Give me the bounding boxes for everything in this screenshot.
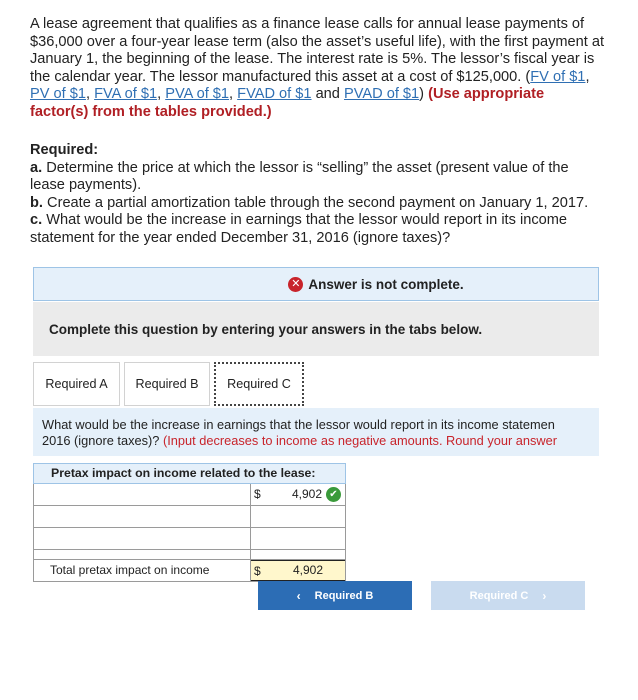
grid-spacer bbox=[33, 550, 346, 560]
tables-instruction: (Use appropriate factor(s) from the tables provided.) bbox=[30, 86, 545, 120]
table-row bbox=[33, 506, 346, 528]
chevron-right-icon: › bbox=[542, 588, 547, 603]
link-fv[interactable]: FV of $1 bbox=[530, 68, 586, 85]
problem-statement: A lease agreement that qualifies as a finance lease calls for annual lease payments of $36,000 over a four-year lease term (also the asset’s useful life), with the first payment at January 1, the beginning of the lease. The interest rate is 5%. The lessor’s fiscal year is the calendar year. The lessor manufactured this asset at a cost of $125,000. (FV of $1, PV of $1, FVA of $1, PVA of $1, FVAD of $1 and PVAD of $1) (Use appropriate factor(s) from the tables provided.) bbox=[30, 16, 605, 120]
required-b: b. Create a partial amortization table through the second payment on January 1, 2017. bbox=[30, 194, 589, 211]
next-required-c-button[interactable]: Required C › bbox=[431, 581, 585, 610]
row-label-input[interactable] bbox=[34, 506, 251, 527]
required-section bbox=[30, 142, 605, 248]
total-value: 4,902 bbox=[265, 560, 345, 581]
table-row bbox=[33, 528, 346, 550]
row-label-input[interactable] bbox=[34, 528, 251, 549]
row-label-input[interactable] bbox=[34, 484, 251, 505]
required-a: a. Determine the price at which the lessor is “selling” the asset (present value of the lease payments). bbox=[30, 159, 569, 194]
link-pvad[interactable]: PVAD of $1 bbox=[343, 86, 420, 103]
row-value-input[interactable] bbox=[265, 506, 345, 527]
complete-instructions: Complete this question by entering your answers in the tabs below. bbox=[33, 302, 599, 356]
tab-required-b[interactable]: Required B bbox=[124, 362, 210, 406]
row-value-input[interactable] bbox=[265, 528, 345, 549]
required-heading: Required: bbox=[30, 142, 99, 158]
total-label: Total pretax impact on income bbox=[34, 560, 251, 581]
answer-grid bbox=[33, 463, 346, 582]
total-row: Total pretax impact on income $ 4,902 bbox=[33, 560, 346, 582]
answer-status-text: Answer is not complete. bbox=[308, 276, 464, 292]
link-fva[interactable]: FVA of $1 bbox=[94, 86, 158, 103]
problem-text: A lease agreement that qualifies as a finance lease calls for annual lease payments of $36,000 over a four-year lease term (also the asset’s useful life), with the first payment at January 1, the beginning of the lease. The interest rate is 5%. The lessor’s fiscal year is the calendar year. The lessor manufactured this asset at a cost of $125,000. ( bbox=[30, 16, 605, 85]
table-row: $ 4,902 ✔ bbox=[33, 484, 346, 506]
tab-required-c[interactable]: Required C bbox=[214, 362, 304, 406]
x-circle-icon: ✕ bbox=[288, 277, 303, 292]
tab-bar bbox=[33, 362, 308, 408]
check-circle-icon: ✔ bbox=[326, 487, 341, 502]
link-pva[interactable]: PVA of $1 bbox=[165, 86, 230, 103]
link-fvad[interactable]: FVAD of $1 bbox=[237, 86, 312, 103]
tab-required-a[interactable]: Required A bbox=[33, 362, 120, 406]
question-instructions: What would be the increase in earnings that the lessor would report in its income statemen 2016 (ignore taxes)? (Input decreases to income as negative amounts. Round your answer bbox=[33, 408, 599, 456]
answer-status-banner bbox=[33, 267, 599, 301]
row-value-input[interactable]: 4,902 ✔ bbox=[265, 484, 345, 505]
prev-required-b-button[interactable]: ‹ Required B bbox=[258, 581, 412, 610]
link-pv[interactable]: PV of $1 bbox=[30, 86, 86, 103]
required-c: c. What would be the increase in earnings that the lessor would report in its income statement for the year ended December 31, 2016 (ignore taxes)? bbox=[30, 212, 568, 246]
grid-header: Pretax impact on income related to the lease: bbox=[33, 463, 346, 484]
chevron-left-icon: ‹ bbox=[296, 588, 301, 603]
